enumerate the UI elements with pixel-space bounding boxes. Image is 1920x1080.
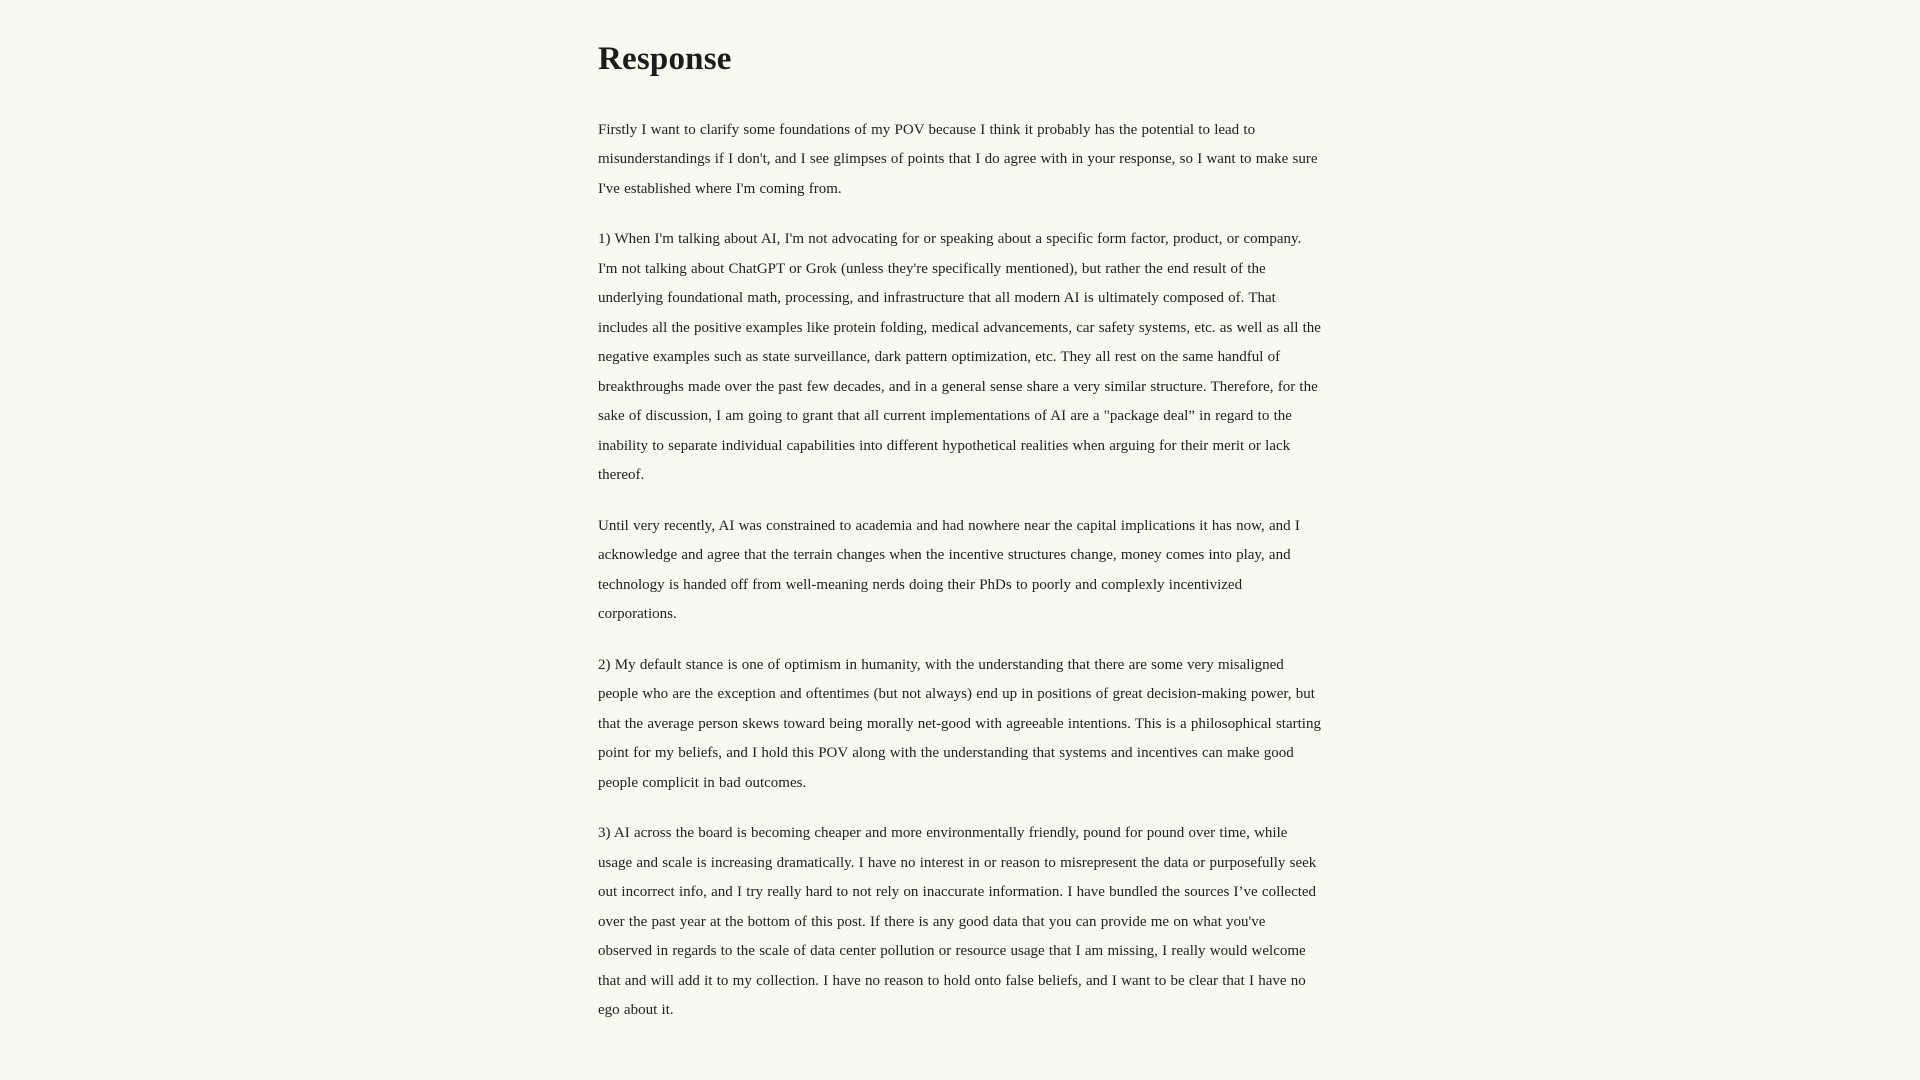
paragraph: Firstly I want to clarify some foundations of my POV because I think it probably has the potential to lead to misunderstandings if I don't, and I see glimpses of points that I do agree with in your response, so I want to make sure I've established where I'm coming from. [598,121,1318,197]
paragraph: 3) AI across the board is becoming cheaper and more environmentally friendly, pound for pound over time, while usage and scale is increasing dramatically. I have no interest in or reason to misrepresent the data or purposefully seek out incorrect info, and I try really hard to not rely on inaccurate information. I have bundled the sources I’ve collected over the past year at the bottom of this post. If there is any good data that you can provide me on what you've observed in regards to the scale of data center pollution or resource usage that I am missing, I really would welcome that and will add it to my collection. I have no reason to hold onto false beliefs, and I want to be clear that I have no ego about it. [598,825,1317,1019]
paragraph: 1) When I'm talking about AI, I'm not advocating for or speaking about a specific form factor, product, or company. I'm not talking about ChatGPT or Grok (unless they're specifically mentioned), but rather the end result of the underlying foundational math, processing, and infrastructure that all modern AI is ultimately composed of. That includes all the positive examples like protein folding, medical advancements, car safety systems, etc. as well as all the negative examples such as state surveillance, dark pattern optimization, etc. They all rest on the same handful of breakthroughs made over the past few decades, and in a general sense share a very similar structure. Therefore, for the sake of discussion, I am going to grant that all current implementations of AI are a "package deal” in regard to the inability to separate individual capabilities into different hypothetical realities when arguing for their merit or lack thereof. [598,231,1321,484]
paragraph: Until very recently, AI was constrained to academia and had nowhere near the capital implications it has now, and I acknowledge and agree that the terrain changes when the incentive structures change, money comes into play, and technology is handed off from well-meaning nerds doing their PhDs to poorly and complexly incentivized corporations. [598,517,1300,623]
article-body [598,116,1322,1026]
article [598,0,1322,1047]
page-title: Response [598,41,732,77]
paragraph: 2) My default stance is one of optimism in humanity, with the understanding that there are some very misaligned people who are the exception and oftentimes (but not always) end up in positions of great decision-making power, but that the average person skews toward being morally net-good with agreeable intentions. This is a philosophical starting point for my beliefs, and I hold this POV along with the understanding that systems and incentives can make good people complicit in bad outcomes. [598,656,1321,791]
